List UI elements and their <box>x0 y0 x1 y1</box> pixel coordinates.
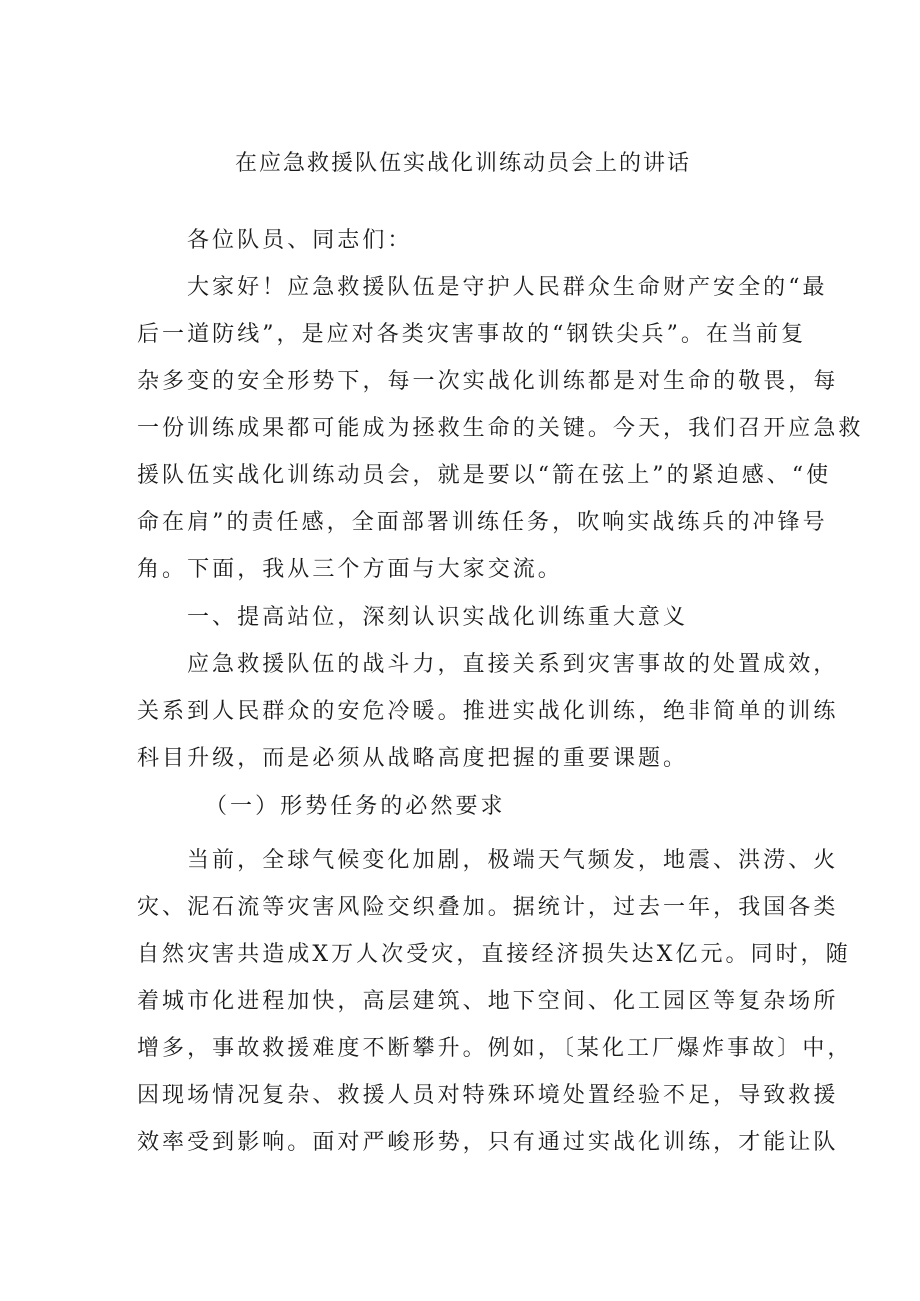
paragraph-line: 应急救援队伍的战斗力，直接关系到灾害事故的处置成效， <box>187 652 839 677</box>
subsection-heading-1: （一）形势任务的必然要求 <box>205 794 506 819</box>
paragraph-line: 当前，全球气候变化加剧，极端天气频发，地震、洪涝、火 <box>187 848 839 873</box>
paragraph-line: 一份训练成果都可能成为拯救生命的关键。今天，我们召开应急救 <box>137 416 864 441</box>
salutation: 各位队员、同志们： <box>187 228 413 253</box>
paragraph-line: 效率受到影响。面对严峻形势，只有通过实战化训练，才能让队 <box>137 1130 839 1155</box>
document-title: 在应急救援队伍实战化训练动员会上的讲话 <box>234 151 691 176</box>
paragraph-line: 后一道防线”，是应对各类灾害事故的“钢铁尖兵”。在当前复 <box>137 322 807 347</box>
paragraph-line: 因现场情况复杂、救援人员对特殊环境处置经验不足，导致救援 <box>137 1083 839 1108</box>
paragraph-line: 科目升级，而是必须从战略高度把握的重要课题。 <box>137 746 689 771</box>
paragraph-line: 着城市化进程加快，高层建筑、地下空间、化工园区等复杂场所 <box>137 989 839 1014</box>
paragraph-line: 增多，事故救援难度不断攀升。例如，〔某化工厂爆炸事故〕中， <box>137 1036 853 1061</box>
paragraph-line: 援队伍实战化训练动员会，就是要以“箭在弦上”的紧迫感、“使 <box>137 463 832 488</box>
paragraph-line: 杂多变的安全形势下，每一次实战化训练都是对生命的敬畏，每 <box>137 369 839 394</box>
paragraph-line: 关系到人民群众的安危冷暖。推进实战化训练，绝非简单的训练 <box>137 699 839 724</box>
paragraph-line: 命在肩”的责任感，全面部署训练任务，吹响实战练兵的冲锋号 <box>137 510 828 535</box>
paragraph-line: 自然灾害共造成X万人次受灾，直接经济损失达X亿元。同时，随 <box>137 942 851 967</box>
section-heading-1: 一、提高站位，深刻认识实战化训练重大意义 <box>187 605 689 630</box>
paragraph-line: 大家好！应急救援队伍是守护人民群众生命财产安全的“最 <box>187 275 828 300</box>
paragraph-line: 角。下面，我从三个方面与大家交流。 <box>137 557 563 582</box>
paragraph-line: 灾、泥石流等灾害风险交织叠加。据统计，过去一年，我国各类 <box>137 895 839 920</box>
